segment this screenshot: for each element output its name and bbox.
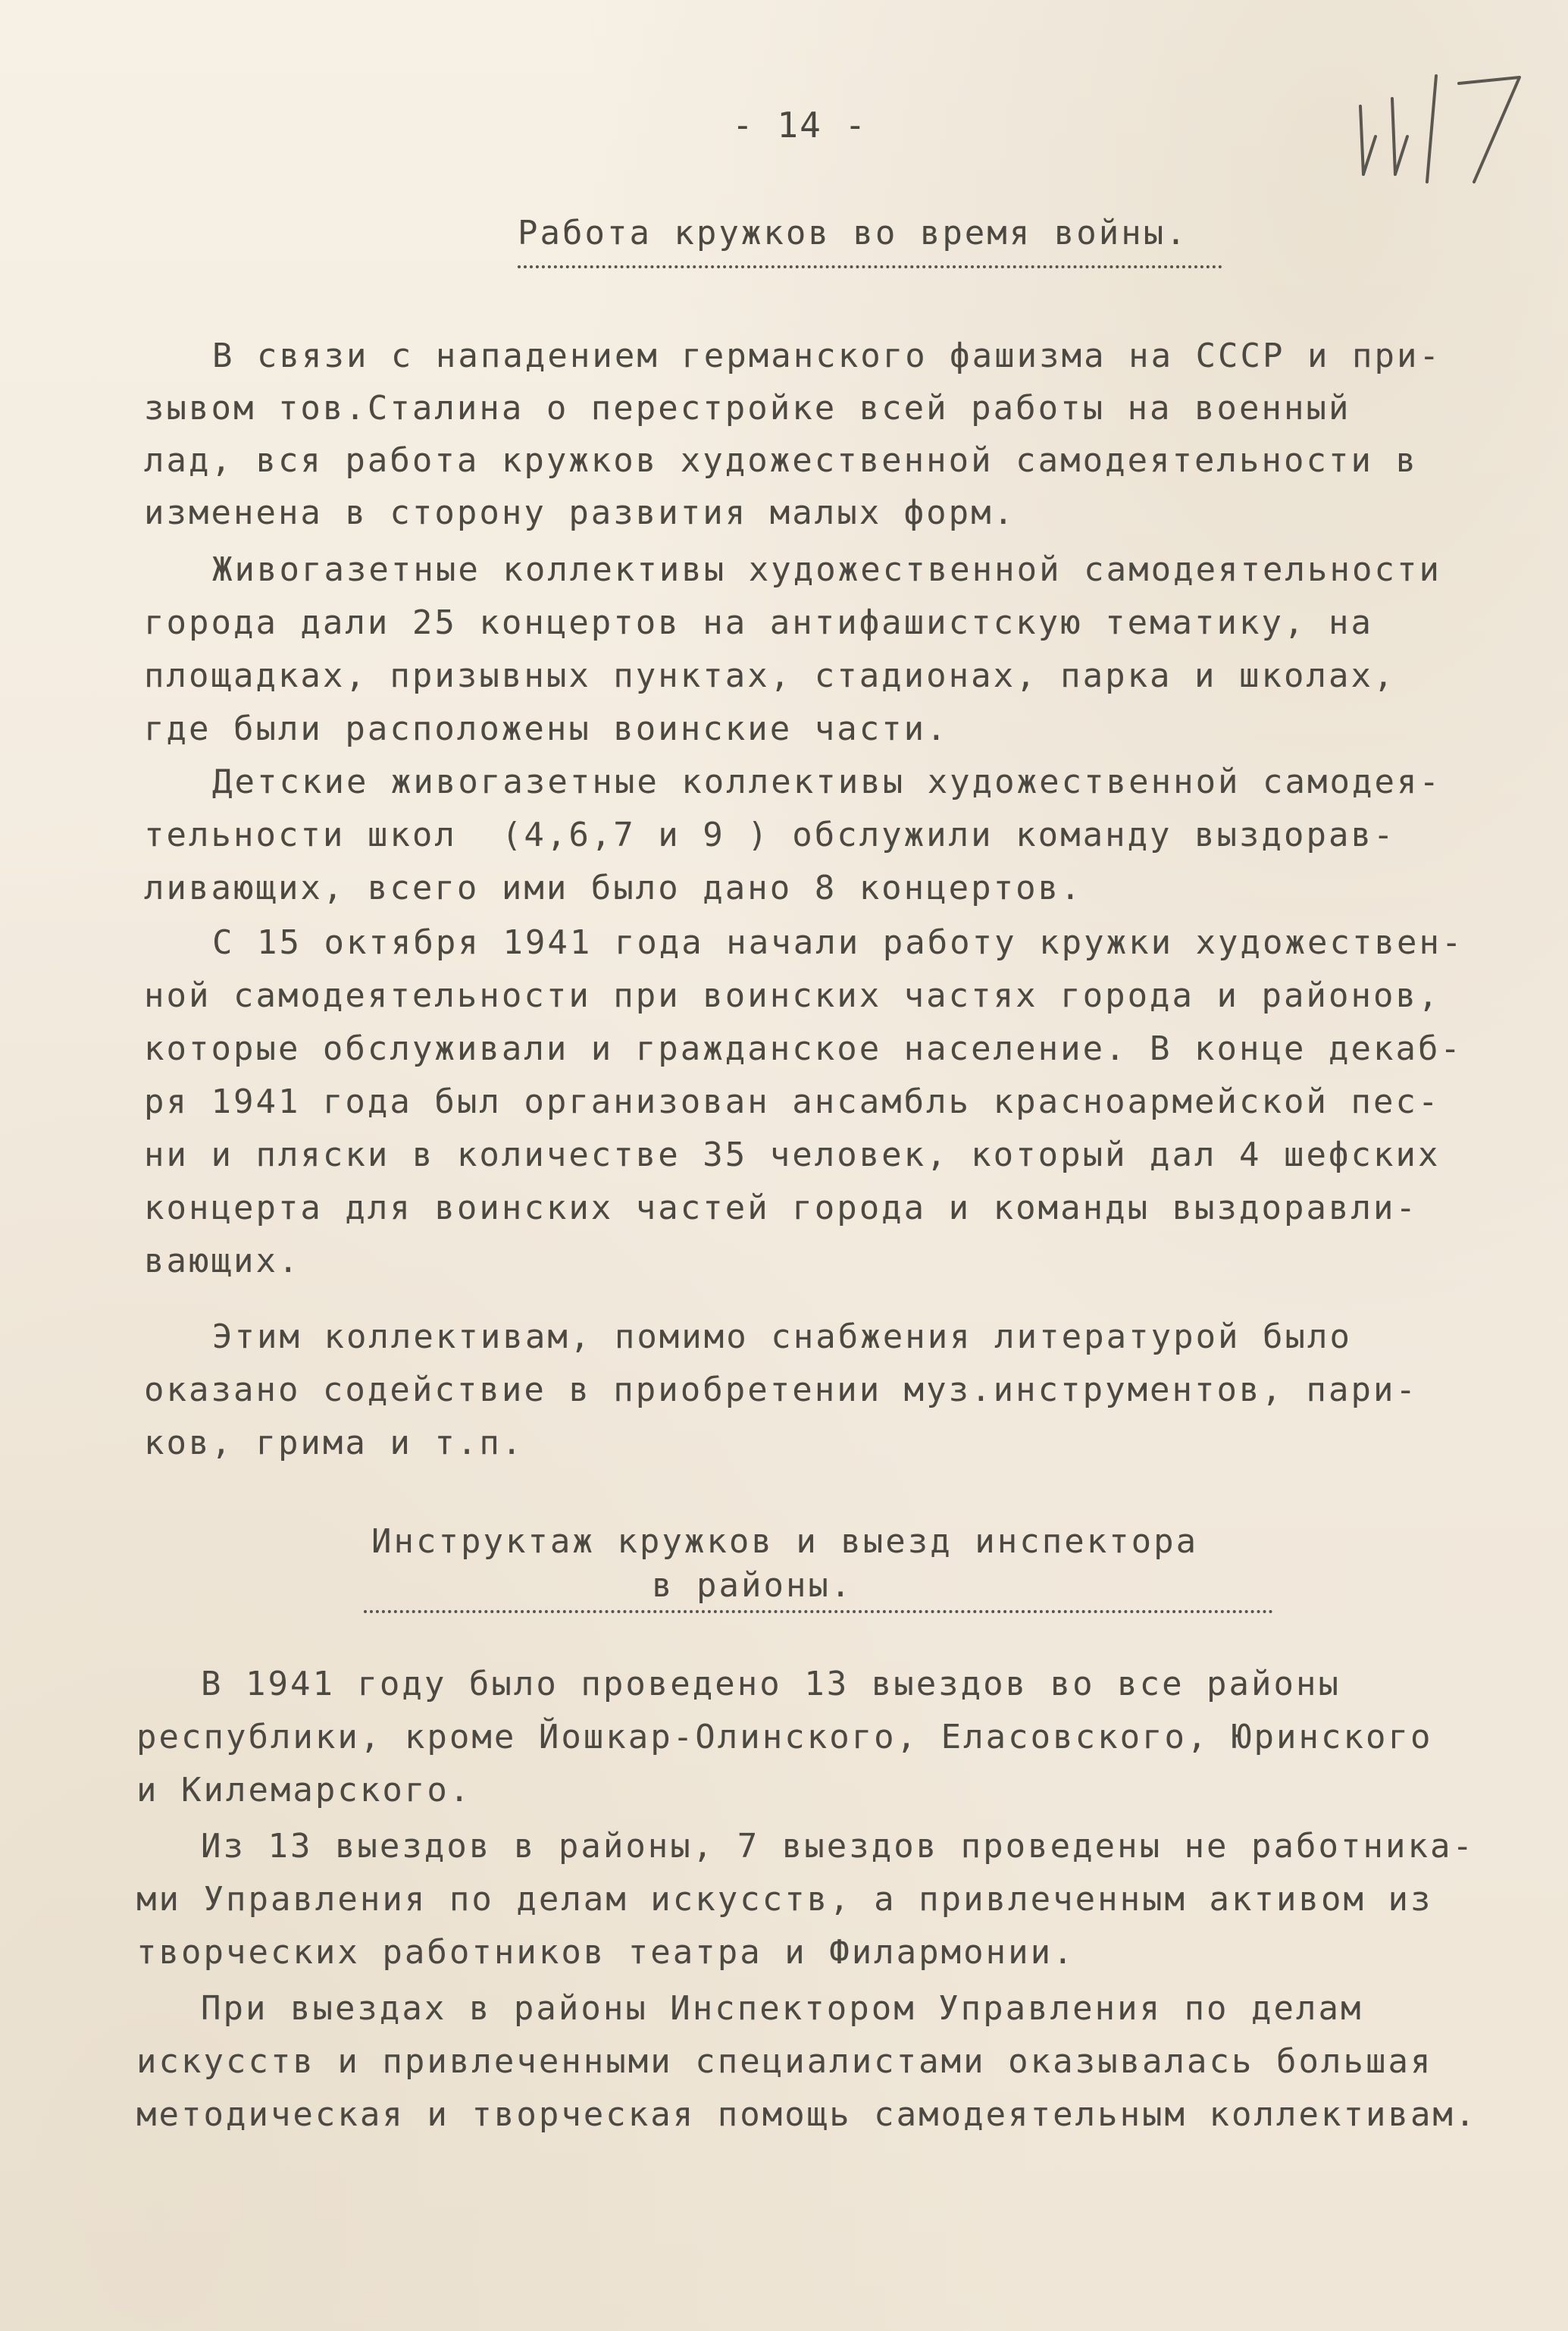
text-line: тельности школ (4,6,7 и 9 ) обслужили команду выздорав- [144,816,1396,854]
text-line: методическая и творческая помощь самодеятельным коллективам. [136,2095,1478,2134]
text-line: ков, грима и т.п. [144,1424,524,1462]
text-line: зывом тов.Сталина о перестройке всей работы на военный [144,389,1351,428]
section-title-instruction-and-inspector-visits-line2: в районы. [652,1566,853,1605]
text-line: вающих. [144,1242,301,1280]
text-line: ливающих, всего ими было дано 8 концертов. [144,869,1083,907]
section-title-underline [364,1610,1273,1613]
section-title-instruction-and-inspector-visits: Инструктаж кружков и выезд инспектора [371,1522,1199,1561]
text-line: лад, вся работа кружков художественной самодеятельности в [144,441,1418,480]
text-line: творческих работников театра и Филармонии. [136,1933,1075,1972]
text-line: и Килемарского. [136,1771,472,1809]
text-line: площадках, призывных пунктах, стадионах, парка и школах, [144,656,1396,695]
text-line: концерта для воинских частей города и команды выздоравли- [144,1189,1418,1227]
text-line: Из 13 выездов в районы, 7 выездов проведены не работника- [201,1827,1475,1866]
text-line: Детские живогазетные коллективы художественной самодея- [212,763,1441,801]
text-line: республики, кроме Йошкар-Олинского, Еласовского, Юринского [136,1718,1433,1756]
text-line: В 1941 году было проведено 13 выездов во все районы [201,1665,1341,1703]
text-line: С 15 октября 1941 года начали работу кружки художествен- [212,923,1464,962]
text-line: искусств и привлеченными специалистами оказывалась большая [136,2042,1433,2081]
section-title-circles-during-war: Работа кружков во время войны. [518,214,1188,252]
text-line: ря 1941 года был организован ансамбль красноармейской пес- [144,1082,1441,1121]
section-title-underline [518,265,1222,268]
text-line: где были расположены воинские части. [144,710,949,748]
text-line: Этим коллективам, помимо снабжения литературой было [212,1317,1353,1356]
text-line: ной самодеятельности при воинских частях города и районов, [144,976,1441,1015]
text-line: Живогазетные коллективы художественной самодеятельности [212,550,1441,589]
text-line: оказано содействие в приобретении муз.инструментов, пари- [144,1371,1418,1409]
text-line: изменена в сторону развития малых форм. [144,493,1016,532]
text-line: города дали 25 концертов на антифашистскую тематику, на [144,603,1373,642]
page-number: - 14 - [732,105,868,146]
text-line: которые обслуживали и гражданское население. В конце декаб- [144,1029,1463,1068]
handwritten-archive-number [1345,61,1527,190]
text-line: В связи с нападением германского фашизма на СССР и при- [212,337,1441,375]
text-line: ми Управления по делам искусств, а привлеченным активом из [136,1880,1433,1919]
text-line: ни и пляски в количестве 35 человек, который дал 4 шефских [144,1136,1441,1174]
text-line: При выездах в районы Инспектором Управления по делам [201,1989,1363,2028]
